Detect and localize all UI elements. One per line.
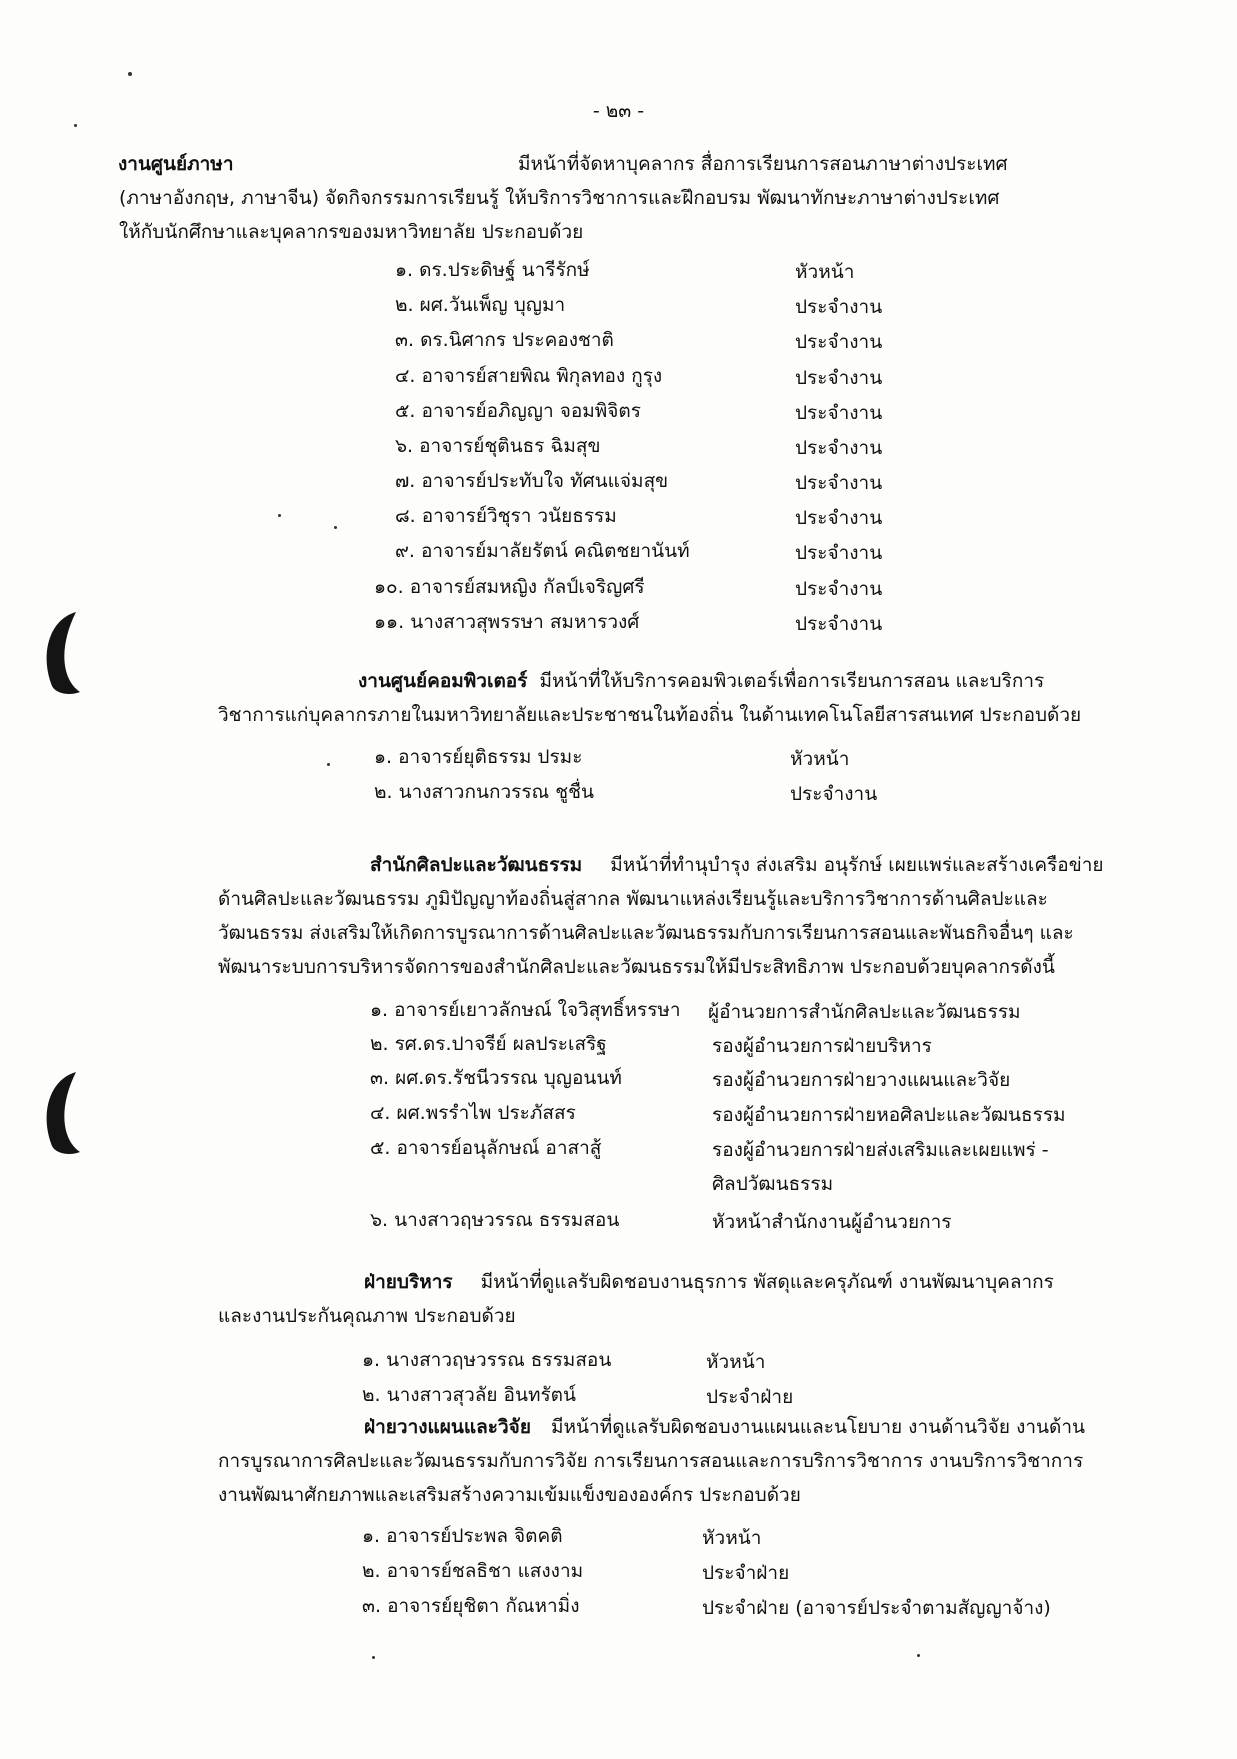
member-role: ประจำงาน: [795, 402, 883, 424]
section-heading: ฝ่ายวางแผนและวิจัย: [364, 1416, 531, 1438]
member-role: หัวหน้า: [790, 748, 850, 770]
section-desc-line: มีหน้าที่ให้บริการคอมพิวเตอร์เพื่อการเรียนการสอน และบริการ: [539, 670, 1045, 692]
member-name: ๒. ผศ.วันเพ็ญ บุญมา: [395, 294, 566, 316]
section-heading: สำนักศิลปะและวัฒนธรรม: [370, 854, 583, 876]
member-name: ๕. อาจารย์อนุลักษณ์ อาสาสู้: [370, 1137, 602, 1159]
scan-speck: [334, 526, 337, 529]
punch-hole-mark: [36, 1068, 86, 1158]
member-role: ประจำงาน: [795, 542, 883, 564]
member-role: ประจำงาน: [795, 613, 883, 635]
member-role-continued: ศิลปวัฒนธรรม: [712, 1173, 834, 1195]
member-name: ๓. ผศ.ดร.รัชนีวรรณ บุญอนนท์: [370, 1067, 622, 1089]
punch-hole-mark: [36, 608, 86, 698]
member-name: ๖. นางสาวฤษวรรณ ธรรมสอน: [370, 1209, 620, 1231]
member-role: ประจำงาน: [790, 783, 878, 805]
member-role: รองผู้อำนวยการฝ่ายส่งเสริมและเผยแพร่ -: [712, 1139, 1049, 1161]
member-role: ประจำงาน: [795, 367, 883, 389]
section-desc-line: และงานประกันคุณภาพ ประกอบด้วย: [218, 1305, 516, 1327]
section-planning-research-desc: [218, 1410, 1085, 1512]
section-desc-line: มีหน้าที่ทำนุบำรุง ส่งเสริม อนุรักษ์ เผยแพร่และสร้างเครือข่าย: [610, 854, 1104, 876]
member-name: ๑๐. อาจารย์สมหญิง กัลป์เจริญศรี: [374, 576, 645, 598]
scan-speck: [327, 763, 330, 766]
section-desc-line: พัฒนาระบบการบริหารจัดการของสำนักศิลปะและวัฒนธรรมให้มีประสิทธิภาพ ประกอบด้วยบุคลากรดังนี้: [218, 956, 1055, 978]
member-name: ๒. นางสาวกนกวรรณ ชูชื่น: [374, 781, 594, 803]
member-role: หัวหน้าสำนักงานผู้อำนวยการ: [712, 1211, 952, 1233]
member-role: ประจำงาน: [795, 437, 883, 459]
member-name: ๓. ดร.นิศากร ประคองชาติ: [395, 329, 614, 351]
section-desc-line: มีหน้าที่ดูแลรับผิดชอบงานแผนและนโยบาย งานด้านวิจัย งานด้าน: [551, 1416, 1086, 1438]
member-name: ๒. อาจารย์ชลธิชา แสงงาม: [362, 1560, 584, 1582]
scan-speck: [128, 72, 132, 76]
member-name: ๒. นางสาวสุวลัย อินทรัตน์: [362, 1384, 577, 1406]
member-name: ๙. อาจารย์มาลัยรัตน์ คณิตชยานันท์: [395, 540, 690, 562]
member-name: ๗. อาจารย์ประทับใจ ทัศนแจ่มสุข: [395, 470, 669, 492]
member-name: ๒. รศ.ดร.ปาจรีย์ ผลประเสริฐ: [370, 1033, 607, 1055]
member-name: ๔. อาจารย์สายพิณ พิกุลทอง กูรุง: [395, 365, 663, 387]
section-desc-line: มีหน้าที่ดูแลรับผิดชอบงานธุรการ พัสดุและครุภัณฑ์ งานพัฒนาบุคลากร: [480, 1271, 1054, 1293]
section-language-center-desc: [118, 147, 1008, 249]
member-role: ประจำงาน: [795, 331, 883, 353]
scan-speck: [917, 1654, 920, 1657]
member-role: ประจำฝ่าย (อาจารย์ประจำตามสัญญาจ้าง): [702, 1597, 1051, 1619]
section-desc-line: วัฒนธรรม ส่งเสริมให้เกิดการบูรณาการด้านศิลปะและวัฒนธรรมกับการเรียนการสอนและพันธกิจอื่นๆ และ: [218, 922, 1074, 944]
section-heading: ฝ่ายบริหาร: [364, 1271, 453, 1293]
member-role: ประจำงาน: [795, 472, 883, 494]
member-role: ประจำงาน: [795, 296, 883, 318]
member-name: ๑. อาจารย์ประพล จิตคติ: [362, 1525, 563, 1547]
member-role: รองผู้อำนวยการฝ่ายบริหาร: [712, 1035, 932, 1057]
section-desc-line: ด้านศิลปะและวัฒนธรรม ภูมิปัญญาท้องถิ่นสู่สากล พัฒนาแหล่งเรียนรู้และบริการวิชาการด้านศิลปะและ: [218, 888, 1048, 910]
member-role: หัวหน้า: [706, 1351, 766, 1373]
member-name: ๖. อาจารย์ชุตินธร ฉิมสุข: [395, 435, 601, 457]
member-name: ๑๑. นางสาวสุพรรษา สมหารวงศ์: [374, 611, 640, 633]
member-name: ๑. อาจารย์เยาวลักษณ์ ใจวิสุทธิ์หรรษา: [370, 999, 681, 1021]
section-desc-line: วิชาการแก่บุคลากรภายในมหาวิทยาลัยและประชาชนในท้องถิ่น ในด้านเทคโนโลยีสารสนเทศ ประกอบด้วย: [218, 704, 1082, 726]
section-heading: งานศูนย์ภาษา: [118, 153, 234, 175]
scan-speck: [278, 514, 281, 517]
section-desc-line: (ภาษาอังกฤษ, ภาษาจีน) จัดกิจกรรมการเรียนรู้ ให้บริการวิชาการและฝึกอบรม พัฒนาทักษะภาษาต่างประเทศ: [119, 187, 1000, 209]
section-desc-line: การบูรณาการศิลปะและวัฒนธรรมกับการวิจัย การเรียนการสอนและการบริการวิชาการ งานบริการวิชาการ: [218, 1450, 1084, 1472]
member-role: ผู้อำนวยการสำนักศิลปะและวัฒนธรรม: [708, 1001, 1021, 1023]
member-name: ๔. ผศ.พรรำไพ ประภัสสร: [370, 1102, 576, 1124]
section-desc-line: งานพัฒนาศักยภาพและเสริมสร้างความเข้มแข็งขององค์กร ประกอบด้วย: [218, 1484, 801, 1506]
member-role: ประจำงาน: [795, 578, 883, 600]
member-name: ๑. นางสาวฤษวรรณ ธรรมสอน: [362, 1349, 612, 1371]
section-desc-line: มีหน้าที่จัดหาบุคลากร สื่อการเรียนการสอนภาษาต่างประเทศ: [518, 153, 1008, 175]
member-name: ๓. อาจารย์ยุชิตา กัณหามิ่ง: [362, 1595, 580, 1617]
member-name: ๕. อาจารย์อภิญญา จอมพิจิตร: [395, 400, 641, 422]
member-role: รองผู้อำนวยการฝ่ายวางแผนและวิจัย: [712, 1069, 1011, 1091]
section-heading: งานศูนย์คอมพิวเตอร์: [358, 670, 528, 692]
member-role: รองผู้อำนวยการฝ่ายหอศิลปะและวัฒนธรรม: [712, 1104, 1066, 1126]
member-role: ประจำฝ่าย: [702, 1562, 790, 1584]
member-role: ประจำฝ่าย: [706, 1386, 794, 1408]
member-role: หัวหน้า: [702, 1527, 762, 1549]
page-number: - ๒๓ -: [592, 100, 645, 122]
scan-speck: [372, 1656, 375, 1659]
section-administration-desc: [218, 1265, 1054, 1333]
section-art-culture-desc: [218, 848, 1104, 984]
member-name: ๑. อาจารย์ยุติธรรม ปรมะ: [374, 746, 583, 768]
member-name: ๘. อาจารย์วิชุรา วนัยธรรม: [395, 505, 617, 527]
member-name: ๑. ดร.ประดิษฐ์ นารีรักษ์: [395, 259, 590, 281]
section-computer-center-desc: [218, 664, 1082, 732]
member-role: หัวหน้า: [795, 261, 855, 283]
section-desc-line: ให้กับนักศึกษาและบุคลากรของมหาวิทยาลัย ประกอบด้วย: [119, 221, 584, 243]
member-role: ประจำงาน: [795, 507, 883, 529]
